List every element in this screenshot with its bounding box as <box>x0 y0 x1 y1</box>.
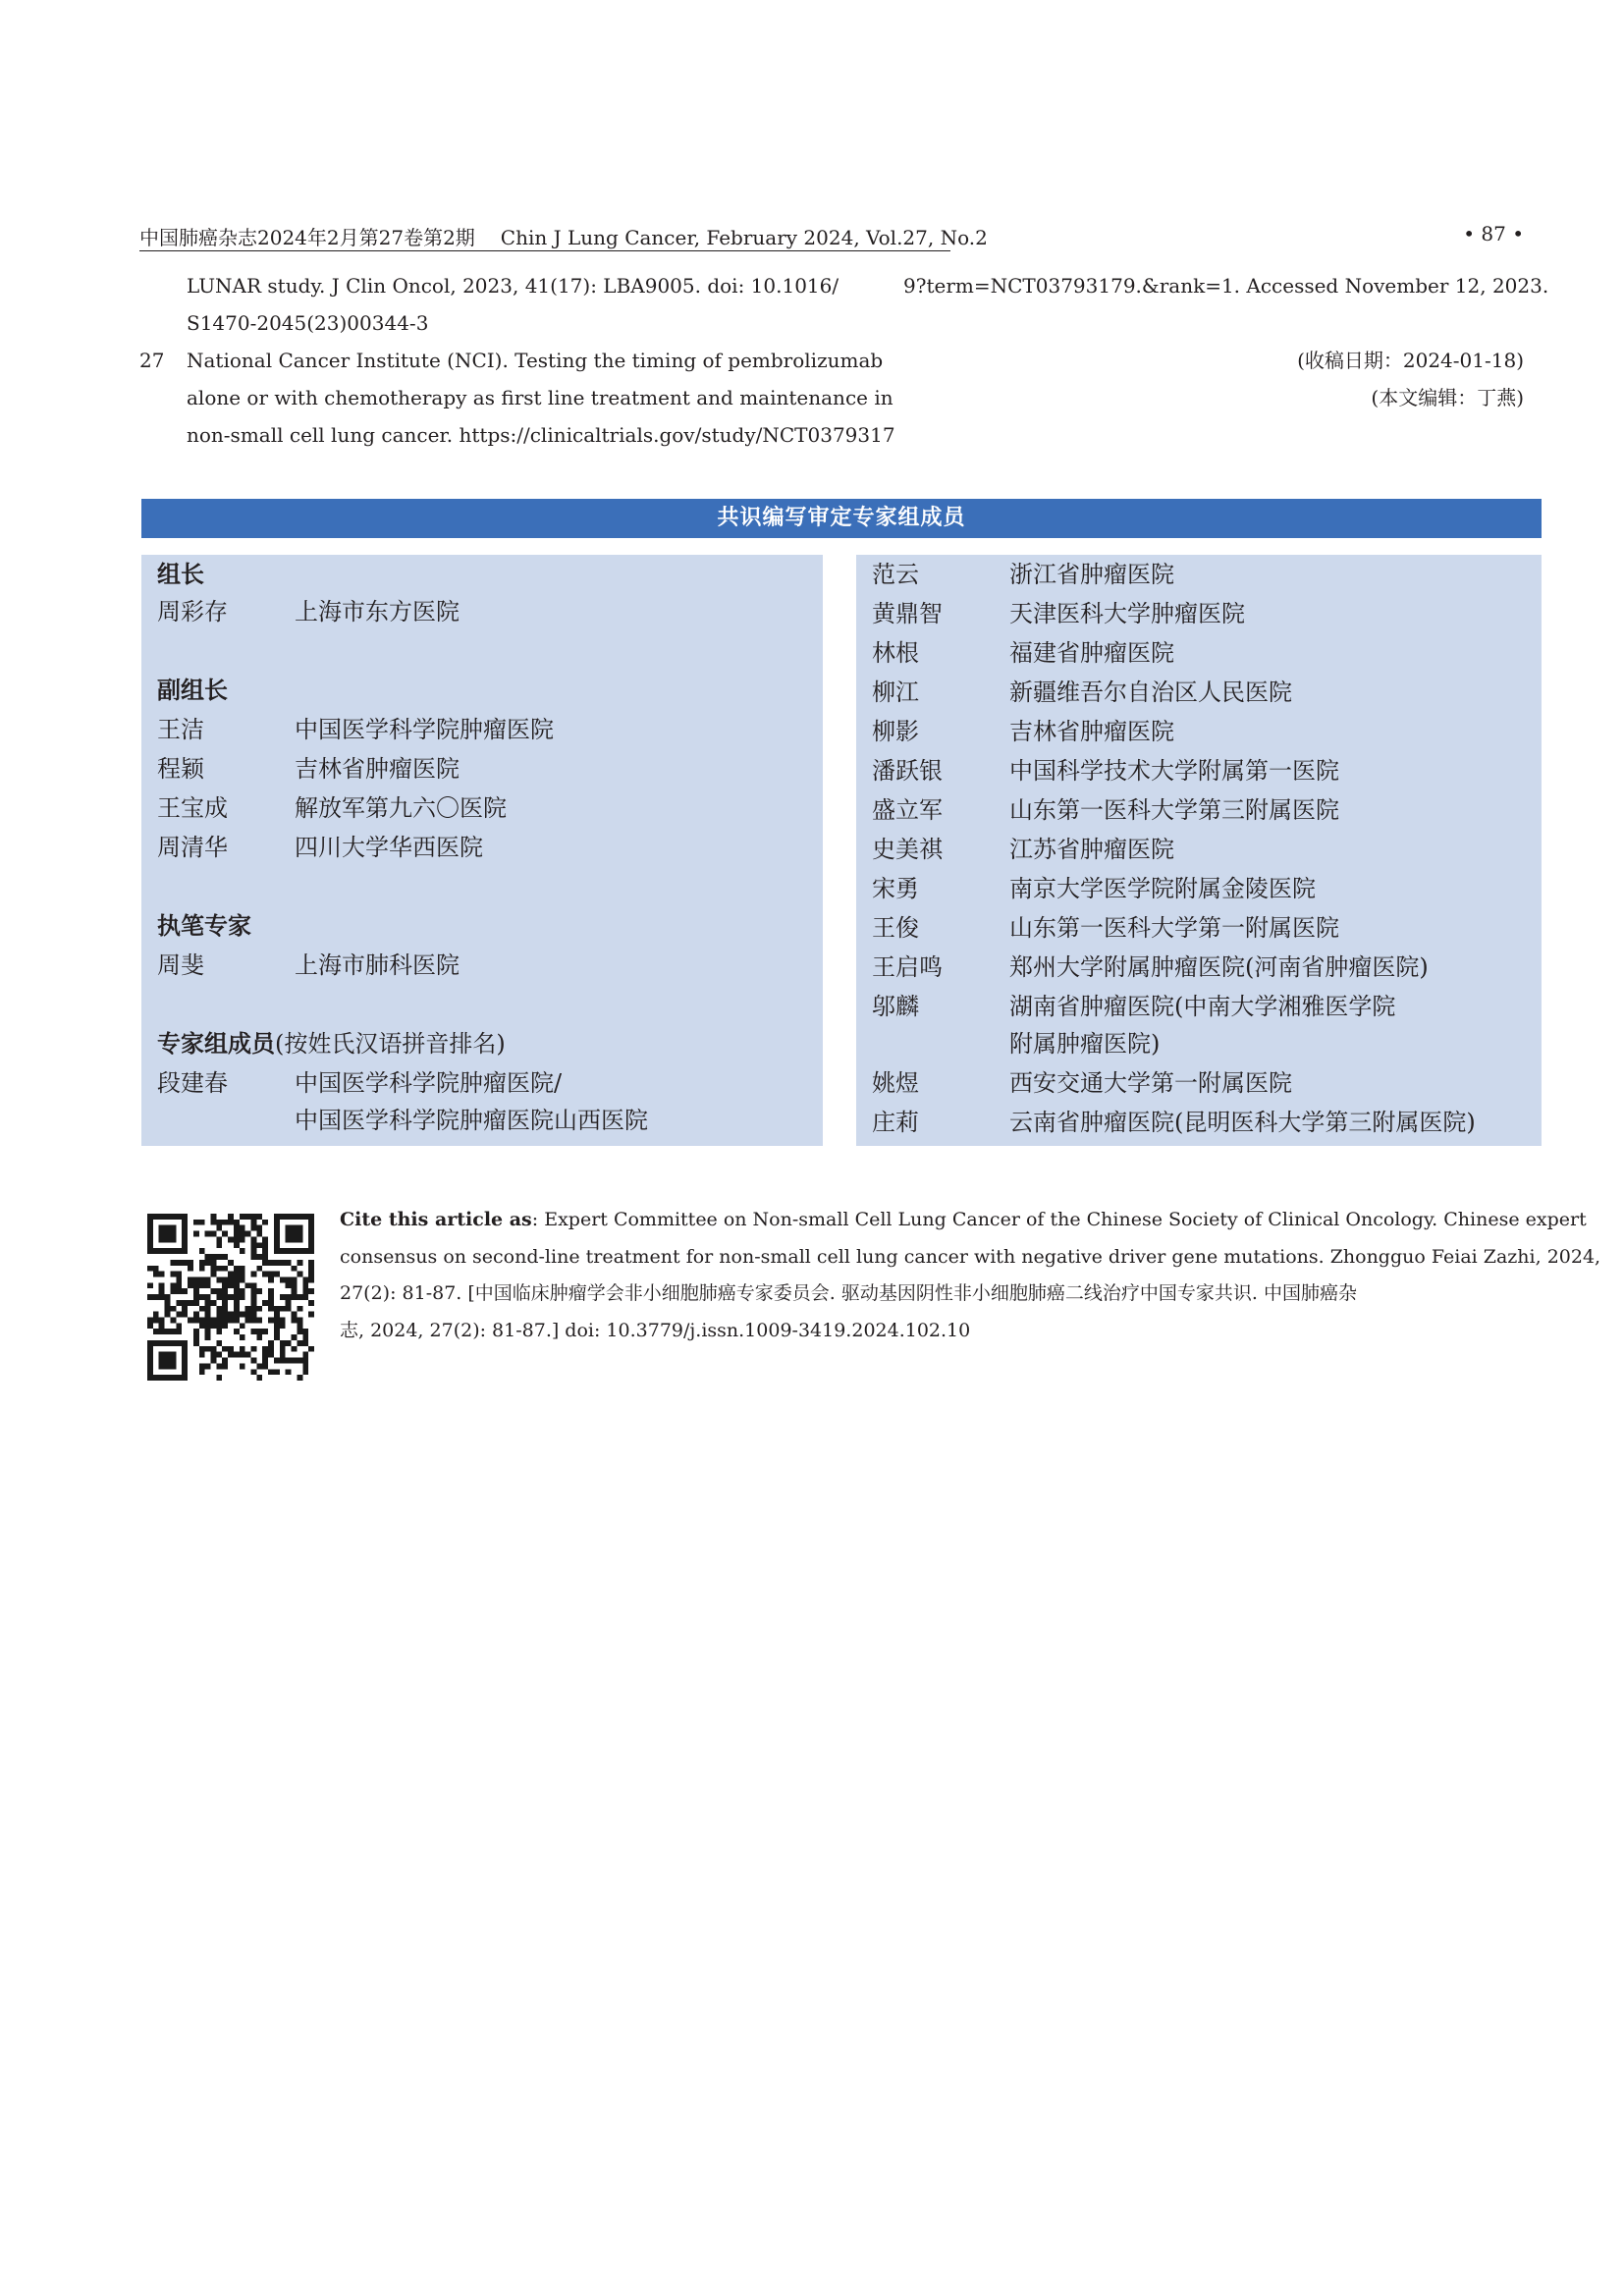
journal-title-en: Chin J Lung Cancer, February 2024, Vol.27, No.2 <box>500 226 988 249</box>
member-org: 上海市肺科医院 <box>295 951 460 979</box>
member-org: 云南省肿瘤医院(昆明医科大学第三附属医院) <box>1009 1109 1476 1136</box>
reference-26-continuation <box>187 267 839 342</box>
member-org: 天津医科大学肿瘤医院 <box>1009 600 1245 627</box>
reference-27 <box>187 342 895 454</box>
running-header <box>139 222 988 250</box>
member-name: 黄鼎智 <box>872 600 943 627</box>
page-number: • 87 • <box>1463 222 1524 245</box>
member-org: 山东第一医科大学第三附属医院 <box>1009 796 1339 824</box>
committee-panel-right <box>856 555 1542 1146</box>
reference-line: alone or with chemotherapy as first line treatment and maintenance in <box>187 386 893 409</box>
member-org: 中国医学科学院肿瘤医院山西医院 <box>295 1107 648 1134</box>
member-name: 段建春 <box>157 1069 228 1097</box>
citation-line: consensus on second-line treatment for non-small cell lung cancer with negative driver gene mutations. Zhongguo Feiai Zazhi, 2024, <box>340 1245 1601 1268</box>
group-title-members-label: 专家组成员 <box>157 1030 275 1058</box>
member-org: 南京大学医学院附属金陵医院 <box>1009 875 1316 902</box>
member-name: 史美祺 <box>872 836 943 863</box>
member-org: 中国医学科学院肿瘤医院/ <box>295 1069 563 1097</box>
member-name: 姚煜 <box>872 1069 919 1097</box>
citation-line: 志, 2024, 27(2): 81-87.] doi: 10.3779/j.issn.1009-3419.2024.102.10 <box>340 1319 971 1341</box>
citation-block <box>340 1202 1601 1349</box>
member-org: 上海市东方医院 <box>295 598 460 625</box>
group-title-lead-writer: 执笔专家 <box>157 912 251 940</box>
member-name: 邬麟 <box>872 993 919 1020</box>
member-name: 王宝成 <box>157 794 228 822</box>
header-rule <box>139 250 950 251</box>
reference-27-number: 27 <box>139 349 165 372</box>
journal-title-zh: 中国肺癌杂志2024年2月第27卷第2期 <box>139 226 475 249</box>
member-org: 吉林省肿瘤医院 <box>1009 718 1174 745</box>
citation-line: 27(2): 81-87. [中国临床肿瘤学会非小细胞肺癌专家委员会. 驱动基因阴性非小细胞肺癌二线治疗中国专家共识. 中国肺癌杂 <box>340 1282 1357 1304</box>
member-name: 林根 <box>872 639 919 667</box>
member-name: 柳影 <box>872 718 919 745</box>
member-org: 湖南省肿瘤医院(中南大学湘雅医学院 <box>1009 993 1396 1020</box>
member-name: 王启鸣 <box>872 953 943 981</box>
reference-line: National Cancer Institute (NCI). Testing the timing of pembrolizumab <box>187 349 884 372</box>
citation-line <box>340 1202 1587 1239</box>
member-name: 周清华 <box>157 834 228 861</box>
member-org: 福建省肿瘤医院 <box>1009 639 1174 667</box>
member-name: 柳江 <box>872 679 919 706</box>
member-name: 王洁 <box>157 716 204 743</box>
member-org: 解放军第九六〇医院 <box>295 794 507 822</box>
group-title-members-note: (按姓氏汉语拼音排名) <box>275 1030 506 1058</box>
member-name: 宋勇 <box>872 875 919 902</box>
received-date: (收稿日期：2024-01-18) <box>1297 349 1524 372</box>
member-org: 郑州大学附属肿瘤医院(河南省肿瘤医院) <box>1009 953 1429 981</box>
citation-label: Cite this article as <box>340 1209 532 1230</box>
member-name: 盛立军 <box>872 796 943 824</box>
reference-27-continuation: 9?term=NCT03793179.&rank=1. Accessed November 12, 2023. <box>903 274 1549 298</box>
qr-code-icon[interactable] <box>147 1214 314 1381</box>
group-title-leader: 组长 <box>157 561 204 588</box>
member-name: 庄莉 <box>872 1109 919 1136</box>
committee-panel-left <box>141 555 823 1146</box>
reference-line: LUNAR study. J Clin Oncol, 2023, 41(17): LBA9005. doi: 10.1016/ <box>187 274 839 298</box>
member-org: 中国医学科学院肿瘤医院 <box>295 716 554 743</box>
member-org: 中国科学技术大学附属第一医院 <box>1009 757 1339 785</box>
member-name: 周斐 <box>157 951 204 979</box>
member-org: 江苏省肿瘤医院 <box>1009 836 1174 863</box>
member-org: 浙江省肿瘤医院 <box>1009 561 1174 588</box>
member-name: 程颖 <box>157 755 204 783</box>
member-org: 吉林省肿瘤医院 <box>295 755 460 783</box>
member-org: 附属肿瘤医院) <box>1009 1030 1161 1058</box>
reference-line: S1470-2045(23)00344-3 <box>187 311 429 335</box>
member-name: 范云 <box>872 561 919 588</box>
committee-title-bar: 共识编写审定专家组成员 <box>141 499 1542 538</box>
reference-line: non-small cell lung cancer. https://clinicaltrials.gov/study/NCT0379317 <box>187 423 895 447</box>
group-title-members <box>157 1024 506 1063</box>
group-title-deputy-leader: 副组长 <box>157 677 228 704</box>
member-org: 山东第一医科大学第一附属医院 <box>1009 914 1339 942</box>
member-name: 王俊 <box>872 914 919 942</box>
member-name: 周彩存 <box>157 598 228 625</box>
member-name: 潘跃银 <box>872 757 943 785</box>
member-org: 新疆维吾尔自治区人民医院 <box>1009 679 1292 706</box>
member-org: 四川大学华西医院 <box>295 834 483 861</box>
citation-text: : Expert Committee on Non-small Cell Lung Cancer of the Chinese Society of Clinical Oncology. Chinese expert <box>531 1209 1587 1230</box>
member-org: 西安交通大学第一附属医院 <box>1009 1069 1292 1097</box>
editor-credit: (本文编辑：丁燕) <box>1371 386 1524 409</box>
